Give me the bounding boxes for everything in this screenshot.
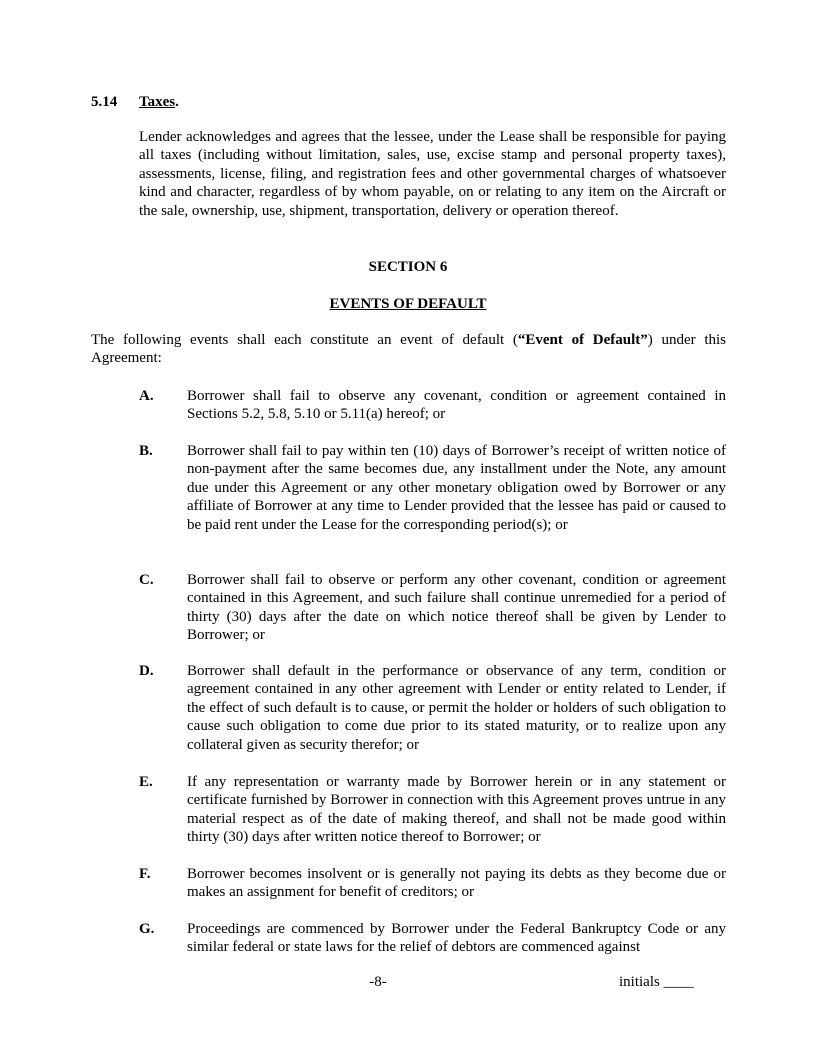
item-text: Borrower shall fail to observe or perform any other covenant, condition or agreement contained in this Agreement, and such failure shall continue unremedied for a period of thirty (30) days after the date on which notice thereof shall be given by Lender to Borrower; or: [187, 572, 726, 644]
item-text: Borrower becomes insolvent or is generally not paying its debts as they become due or makes an assignment for benefit of creditors; or: [187, 866, 726, 901]
section-6-heading: SECTION 6: [368, 259, 448, 275]
item-letter: E.: [139, 774, 153, 790]
events-intro-paragraph: [91, 331, 726, 368]
default-item-f: [139, 865, 726, 902]
intro-text-after: ) under this Agreement:: [91, 332, 726, 367]
section-title: Taxes: [139, 94, 176, 110]
section-6-title: EVENTS OF DEFAULT: [329, 296, 487, 312]
section-title-period: .: [175, 94, 179, 110]
item-text: Borrower shall fail to pay within ten (10) days of Borrower’s receipt of written notice of non-payment after the same becomes due, any installment under the Note, any amount due under this Agreement or any other monetary obligation owed by Borrower or any affiliate of Borrower at any time to Lender provided that the lessee has paid or caused to be paid rent under the Lease for the corresponding period(s); or: [187, 443, 726, 533]
intro-defined-term: “Event of Default”: [517, 332, 648, 348]
item-text: Borrower shall default in the performance or observance of any term, condition or agreement contained in any other agreement with Lender or entity related to Lender, if the effect of such default is to cause, or permit the holder or holders of such obligation to cause such obligation to come due prior to its stated maturity, or to realize upon any collateral given as security therefor; or: [187, 663, 726, 753]
item-text: Proceedings are commenced by Borrower under the Federal Bankruptcy Code or any similar federal or state laws for the relief of debtors are commenced against: [187, 921, 726, 956]
item-letter: B.: [139, 443, 153, 459]
item-letter: F.: [139, 866, 151, 882]
item-letter: G.: [139, 921, 155, 937]
item-text: Borrower shall fail to observe any covenant, condition or agreement contained in Sections 5.2, 5.8, 5.10 or 5.11(a) hereof; or: [187, 388, 726, 423]
section-number: 5.14: [91, 94, 118, 110]
default-item-b: [139, 442, 726, 534]
item-text: If any representation or warranty made by Borrower herein or in any statement or certificate furnished by Borrower in connection with this Agreement proves untrue in any material respect as of the date of making thereof, and shall not be made good within thirty (30) days after written notice thereof to Borrower; or: [187, 774, 726, 846]
default-item-a: [139, 387, 726, 424]
taxes-paragraph: Lender acknowledges and agrees that the lessee, under the Lease shall be responsible for paying all taxes (including without limitation, sales, use, excise stamp and personal property taxes), assessments, license, filing, and registration fees and other governmental charges of whatsoever kind and character, regardless of by whom payable, on or relating to any item on the Aircraft or the sale, ownership, use, shipment, transportation, delivery or operation thereof.: [139, 129, 726, 219]
item-letter: C.: [139, 572, 154, 588]
item-letter: A.: [139, 388, 154, 404]
intro-text-before: The following events shall each constitute an event of default (: [91, 332, 518, 348]
default-item-d: [139, 662, 726, 754]
item-letter: D.: [139, 663, 154, 679]
default-item-e: [139, 773, 726, 847]
default-item-c: [139, 571, 726, 645]
default-item-g: [139, 920, 726, 957]
initials-field: initials ____: [619, 974, 694, 990]
page-number: -8-: [369, 974, 387, 990]
section-5-14-heading: [91, 93, 179, 111]
